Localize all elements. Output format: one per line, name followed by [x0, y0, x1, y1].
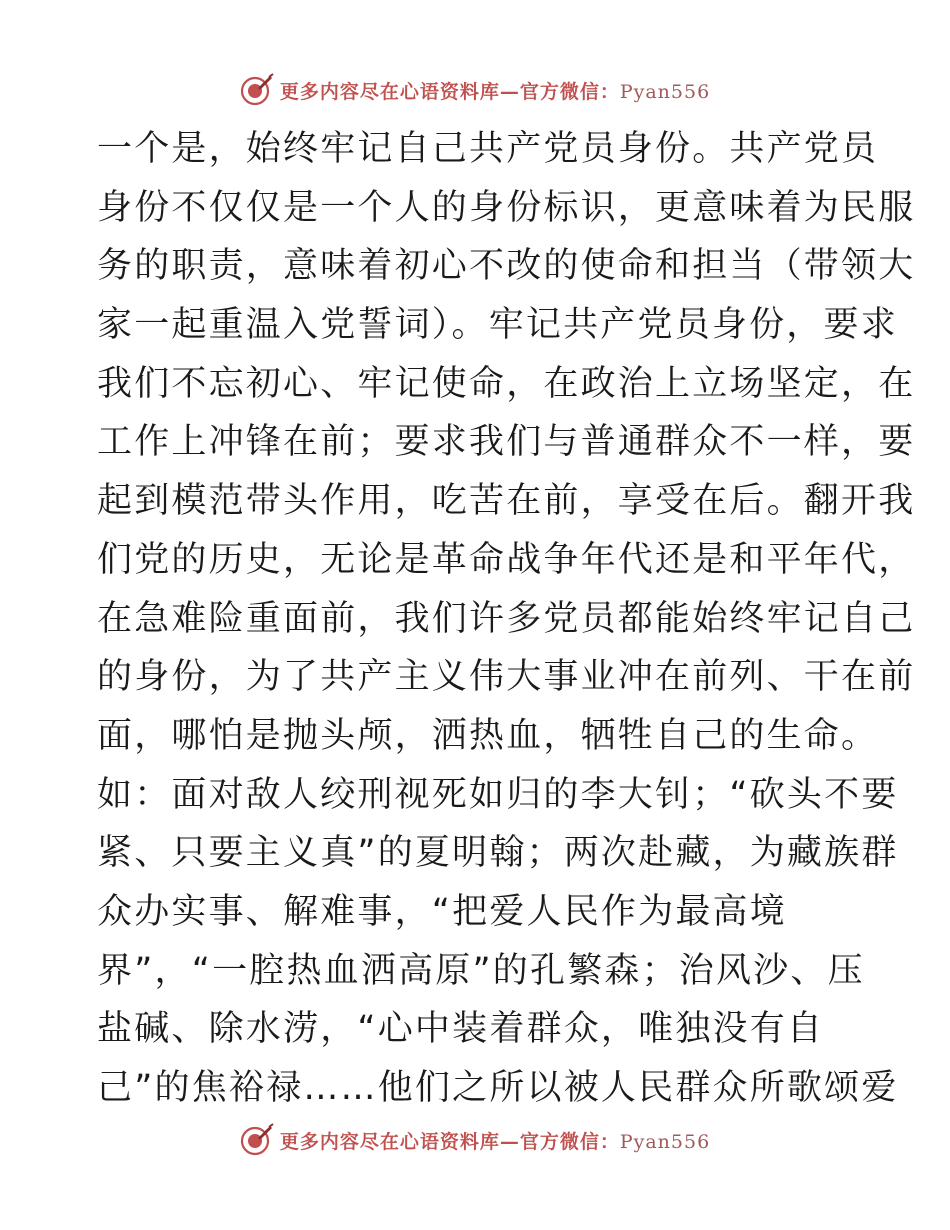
document-body: [97, 120, 916, 1118]
body-line: 一个是，始终牢记自己共产党员身份。共产党员: [97, 129, 879, 169]
header-banner: [0, 70, 950, 110]
body-line: 们党的历史，无论是革命战争年代还是和平年代，: [97, 539, 916, 580]
body-line: 面，哪怕是抛头颅，洒热血，牺牲自己的生命。: [97, 715, 879, 756]
body-line: 的身份，为了共产主义伟大事业冲在前列、干在前: [97, 657, 916, 698]
banner-title: 更多内容尽在心语资料库—官方微信：Pyan556: [279, 1130, 711, 1153]
body-line: 己”的焦裕禄……他们之所以被人民群众所歌颂爱: [97, 1068, 899, 1108]
wechat-id: Pyan556: [619, 1130, 711, 1153]
body-line: 身份不仅仅是一个人的身份标识，更意味着为民服: [97, 187, 916, 228]
body-line: 盐碱、除水涝，“心中装着群众，唯独没有自: [97, 1009, 825, 1050]
body-line: 紧、只要主义真”的夏明翰；两次赴藏，为藏族群: [97, 833, 899, 874]
body-line: 务的职责，意味着初心不改的使命和担当（带领大: [97, 246, 916, 287]
body-line: 起到模范带头作用，吃苦在前，享受在后。翻开我: [97, 481, 916, 522]
body-line: 众办实事、解难事，“把爱人民作为最高境: [97, 891, 787, 932]
body-line: 家一起重温入党誓词）。牢记共产党员身份，要求: [97, 305, 898, 346]
body-line: 界”，“一腔热血洒高原”的孔繁森；治风沙、压: [97, 950, 865, 991]
wechat-id: Pyan556: [619, 80, 711, 103]
body-line: 工作上冲锋在前；要求我们与普通群众不一样，要: [97, 422, 916, 463]
footer-banner: [0, 1120, 950, 1160]
banner-title: 更多内容尽在心语资料库—官方微信：Pyan556: [279, 80, 711, 103]
pen-logo-icon: [240, 73, 274, 107]
pen-logo-icon: [240, 1123, 274, 1157]
body-line: 我们不忘初心、牢记使命，在政治上立场坚定，在: [97, 363, 916, 404]
body-line: 如：面对敌人绞刑视死如归的李大钊；“砍头不要: [97, 774, 899, 815]
body-line: 在急难险重面前，我们许多党员都能始终牢记自己: [97, 598, 916, 639]
